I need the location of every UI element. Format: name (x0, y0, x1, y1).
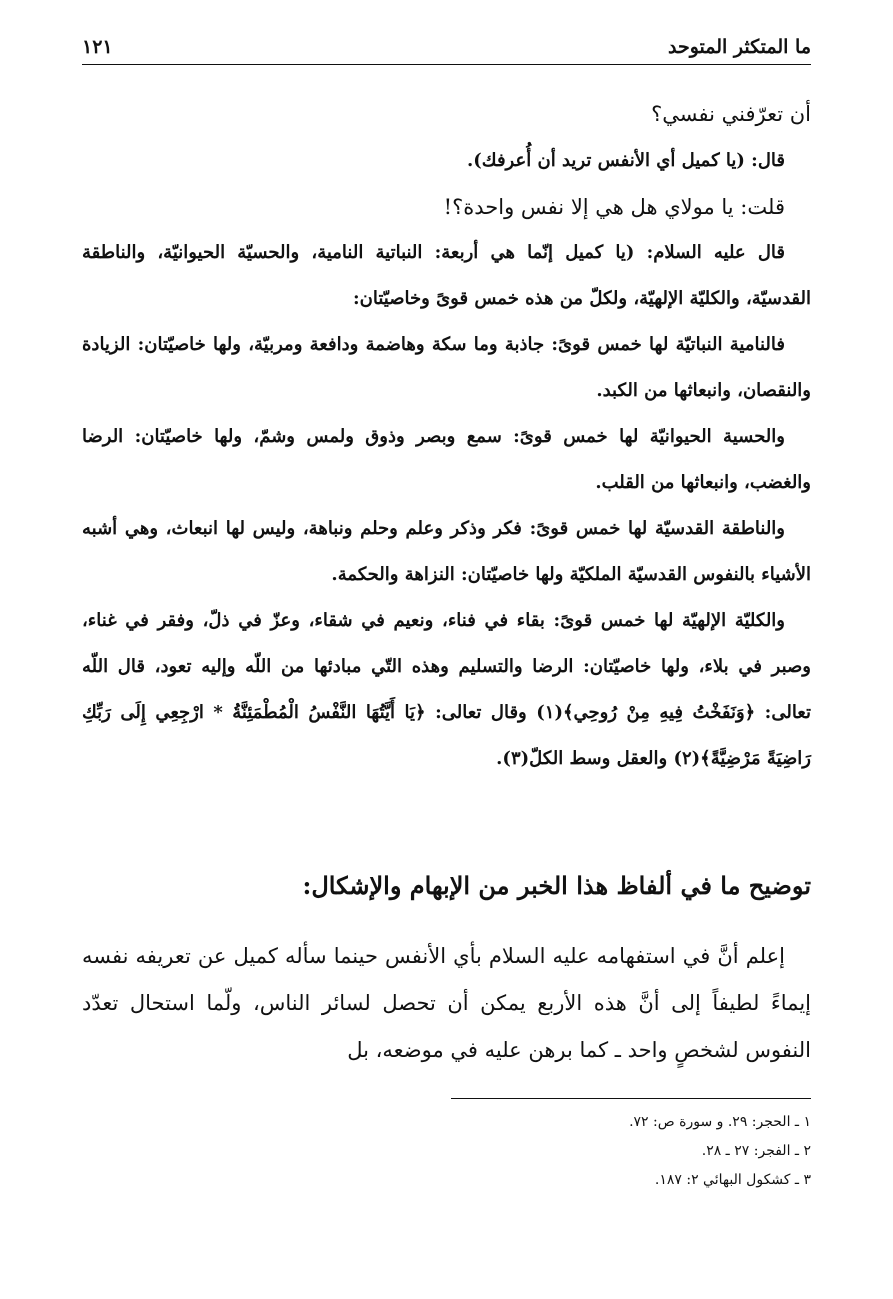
footnote-divider (451, 1098, 811, 1099)
text-line-question: أن تعرّفني نفسي؟ (651, 102, 811, 126)
footnotes (82, 1108, 811, 1195)
section-heading: توضيح ما في ألفاظ هذا الخبر من الإبهام والإشكال: (302, 871, 811, 900)
footnote-3: ٣ ـ كشكول البهائي ٢: ١٨٧. (654, 1172, 811, 1188)
footnote-2: ٢ ـ الفجر: ٢٧ ـ ٢٨. (701, 1143, 811, 1159)
paragraph-divine: والكليّة الإلهيّة لها خمس قوىً: بقاء في فناء، ونعيم في شقاء، وعزّ في ذلّ، وفقر في غناء، وصبر في بلاء، ولها خاصيّتان: الرضا والتسليم وهذه التّي مبادئها من اللّه وإليه تعود، قال اللّه تعالى: ﴿وَنَفَخْتُ فِيهِ مِنْ رُوحِي﴾(١) وقال تعالى: ﴿يَا أَيَّتُهَا النَّفْسُ الْمُطْمَئِنَّةُ * ارْجِعِي إِلَى رَبِّكِ رَاضِيَةً مَرْضِيَّةً﴾(٢) والعقل وسط الكلّ(٣). (82, 610, 811, 769)
running-title: ما المتكثر المتوحد (667, 36, 811, 58)
section-paragraph: إعلم أنَّ في استفهامه عليه السلام بأي الأنفس حينما سأله كميل عن تعريفه نفسه إيماءً لطيفاً إلى أنَّ هذه الأربع يمكن أن تحصل لسائر الناس، ولّما استحال تعدّد النفوس لشخصٍ واحد ـ كما برهن عليه في موضعه، بل (82, 944, 811, 1062)
paragraph-rational: والناطقة القدسيّة لها خمس قوىً: فكر وذكر وعلم وحلم ونباهة، وليس لها انبعاث، وهي أشبه الأشياء بالنفوس القدسيّة الملكيّة ولها خاصيّتان: النزاهة والحكمة. (82, 518, 811, 585)
paragraph-four-souls: قال عليه السلام: (يا كميل إنّما هي أربعة: النباتية النامية، والحسيّة الحيوانيّة، والناطقة القدسيّة، والكليّة الإلهيّة، ولكلّ من هذه خمس قوىً وخاصيّتان: (82, 242, 811, 309)
main-text (82, 92, 811, 782)
paragraph-animal: والحسية الحيوانيّة لها خمس قوىً: سمع وبصر وذوق ولمس وشمّ، ولها خاصيّتان: الرضا والغضب، وانبعاثها من القلب. (82, 426, 811, 493)
running-header (82, 30, 811, 65)
paragraph-vegetative: فالنامية النباتيّة لها خمس قوىً: جاذبة وما سكة وهاضمة ودافعة ومربيّة، ولها خاصيّتان: الزيادة والنقصان، وانبعاثها من الكبد. (82, 334, 811, 401)
footnote-1: ١ ـ الحجر: ٢٩. و سورة ص: ٧٢. (629, 1114, 811, 1130)
text-line-said: قال: (يا كميل أي الأنفس تريد أن أُعرفك). (467, 150, 785, 171)
page-number: ١٢١ (82, 36, 113, 58)
text-line-i-said: قلت: يا مولاي هل هي إلا نفس واحدة؟! (443, 195, 785, 219)
